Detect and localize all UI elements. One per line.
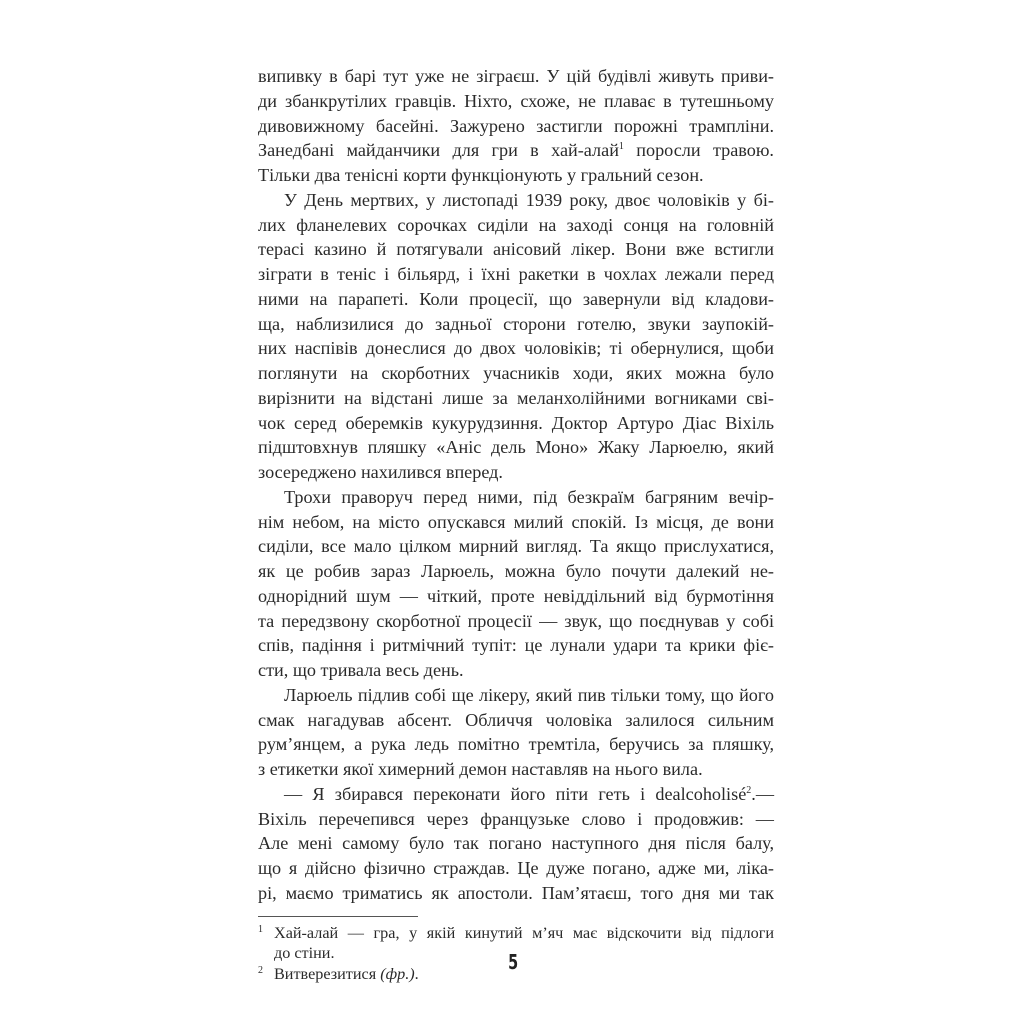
book-page xyxy=(258,64,774,984)
body-text xyxy=(258,64,774,906)
text-line: сиділи, все мало цілком мирний вигляд. Та якщо прислухатися, xyxy=(258,536,774,557)
text-line: сти, що тривала весь день. xyxy=(258,660,464,680)
text-line: нім небом, на місто опускався милий спокій. Із місця, де вони xyxy=(258,511,774,532)
footnote-ref-1: 1 xyxy=(618,141,624,153)
text-line: однорідний шум — чіткий, проте невіддільний від бурмотіння xyxy=(258,585,774,606)
text-line: що я дійсно фізично страждав. Це дуже погано, адже ми, ліка- xyxy=(258,858,774,878)
text-line: Ларюель підлив собі ще лікеру, який пив тільки тому, що його xyxy=(284,684,774,705)
footnote-line: до стіни. xyxy=(274,944,335,962)
text-line: Трохи праворуч перед ними, під безкраїм багряним вечір- xyxy=(284,486,774,507)
text-line: підштовхнув пляшку «Аніс дель Моно» Жаку Ларюелю, який xyxy=(258,437,774,458)
footnote-number: 2 xyxy=(258,964,263,976)
footnote-number: 1 xyxy=(258,923,263,935)
text-line xyxy=(258,138,774,163)
text-line: як це робив зараз Ларюель, можна було почути далекий не- xyxy=(258,561,774,581)
text-line: У День мертвих, у листопаді 1939 року, двоє чоловіків у бі- xyxy=(284,189,774,210)
paragraph xyxy=(258,188,774,485)
text-line: поглянути на скорботних учасників ходи, яких можна було xyxy=(258,363,774,383)
text-line: та передзвону скорботної процесії — звук, що поєднував у собі xyxy=(258,610,774,631)
text-line: ди збанкрутілих гравців. Ніхто, схоже, не плаває в тутешньому xyxy=(258,90,774,111)
text-segment: поросли травою. xyxy=(623,140,774,161)
footnote-divider xyxy=(258,916,418,917)
paragraph xyxy=(258,683,774,782)
text-line: зосереджено нахилився вперед. xyxy=(258,462,503,482)
footnote-line: Хай-алай — гра, у якій кинутий м’яч має відскочити від підлоги xyxy=(274,923,774,942)
text-line: ними на парапеті. Коли процесії, що завернули від кладови- xyxy=(258,288,774,309)
text-line: чок серед оберемків кукурудзиння. Доктор Артуро Діас Віхіль xyxy=(258,412,774,433)
page-number: 5 xyxy=(508,950,519,974)
text-segment: .— xyxy=(751,783,774,804)
footnote-ref-2: 2 xyxy=(746,784,752,796)
footnote-text: . xyxy=(414,964,419,983)
text-segment: Занедбані майданчики для гри в хай-алай xyxy=(258,140,619,161)
text-line: вирізнити на відстані лише за меланхолійними вогниками сві- xyxy=(258,387,774,408)
text-line: лих фланелевих сорочках сиділи на заході сонця на головній xyxy=(258,214,774,235)
footnote-text: Витверезитися xyxy=(274,964,381,983)
text-line: смак нагадував абсент. Обличчя чоловіка залилося сильним xyxy=(258,709,774,730)
paragraph xyxy=(258,485,774,683)
text-line: спів, падіння і ритмічний тупіт: це лунали удари та крики фіє- xyxy=(258,635,774,656)
text-line xyxy=(258,782,774,807)
text-line: терасі казино й потягували анісовий лікер. Вони вже встигли xyxy=(258,239,774,260)
text-line: дивовижному басейні. Зажурено застигли порожні трампліни. xyxy=(258,115,774,136)
text-line: Віхіль перечепився через французьке слово і продовжив: — xyxy=(258,808,774,829)
text-line: рум’янцем, а рука ледь помітно тремтіла, беручись за пляшку, xyxy=(258,734,774,755)
text-line: з етикетки якої химерний демон наставляв на нього вила. xyxy=(258,759,703,779)
text-line: рі, маємо триматись як апостоли. Пам’ятаєш, того дня ми так xyxy=(258,882,774,903)
text-line: них наспівів донеслися до двох чоловіків; ті обернулися, щоби xyxy=(258,338,774,359)
paragraph xyxy=(258,782,774,906)
text-segment: — Я збирався переконати його піти геть і dealcoholisé xyxy=(284,783,747,804)
text-line: зіграти в теніс і більярд, і їхні ракетки в чохлах лежали перед xyxy=(258,264,774,284)
footnote-italic: (фр.) xyxy=(380,964,415,983)
paragraph xyxy=(258,64,774,188)
text-line: ща, наблизилися до задньої сторони готелю, звуки заупокій- xyxy=(258,313,774,334)
text-line: Але мені самому було так погано наступного дня після балу, xyxy=(258,833,774,854)
text-line: Тільки два тенісні корти функціонують у гральний сезон. xyxy=(258,165,704,185)
text-line: випивку в барі тут уже не зіграєш. У цій будівлі живуть приви- xyxy=(258,66,774,86)
